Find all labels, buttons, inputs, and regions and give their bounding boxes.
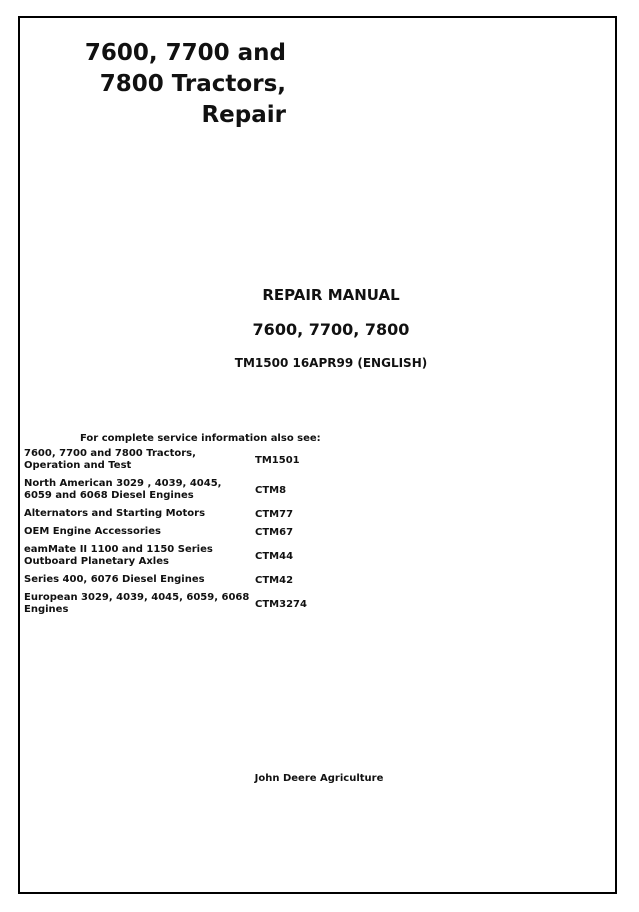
document-title xyxy=(60,38,286,131)
reference-code: TM1501 xyxy=(255,454,300,466)
manual-type: REPAIR MANUAL xyxy=(262,286,400,304)
publisher-name: John Deere Agriculture xyxy=(254,773,384,784)
reference-row xyxy=(24,526,324,538)
reference-title: OEM Engine Accessories xyxy=(24,526,161,537)
reference-title: eamMate II 1100 and 1150 Series Outboard Planetary Axles xyxy=(24,544,213,567)
title-line-1: 7600, 7700 and xyxy=(84,40,286,66)
reference-title: European 3029, 4039, 4045, 6059, 6068 Engines xyxy=(24,592,250,615)
reference-code: CTM42 xyxy=(255,574,294,586)
reference-title: North American 3029 , 4039, 4045, 6059 and 6068 Diesel Engines xyxy=(24,478,222,501)
references-list xyxy=(24,448,324,622)
reference-code: CTM8 xyxy=(255,484,287,496)
reference-code: CTM44 xyxy=(255,550,294,562)
reference-row xyxy=(24,544,324,568)
references-heading: For complete service information also see: xyxy=(80,433,321,444)
reference-row xyxy=(24,592,324,616)
reference-code: CTM3274 xyxy=(255,598,307,610)
reference-row xyxy=(24,478,324,502)
reference-row xyxy=(24,508,324,520)
title-line-2: 7800 Tractors, xyxy=(99,71,286,97)
reference-code: CTM77 xyxy=(255,508,294,520)
reference-row xyxy=(24,448,324,472)
reference-title: Alternators and Starting Motors xyxy=(24,508,206,519)
reference-title: Series 400, 6076 Diesel Engines xyxy=(24,574,205,585)
title-line-3: Repair xyxy=(201,102,286,128)
reference-row xyxy=(24,574,324,586)
reference-code: CTM67 xyxy=(255,526,294,538)
manual-code: TM1500 16APR99 (ENGLISH) xyxy=(234,356,428,370)
manual-models: 7600, 7700, 7800 xyxy=(252,320,410,339)
reference-title: 7600, 7700 and 7800 Tractors, Operation and Test xyxy=(24,448,196,471)
